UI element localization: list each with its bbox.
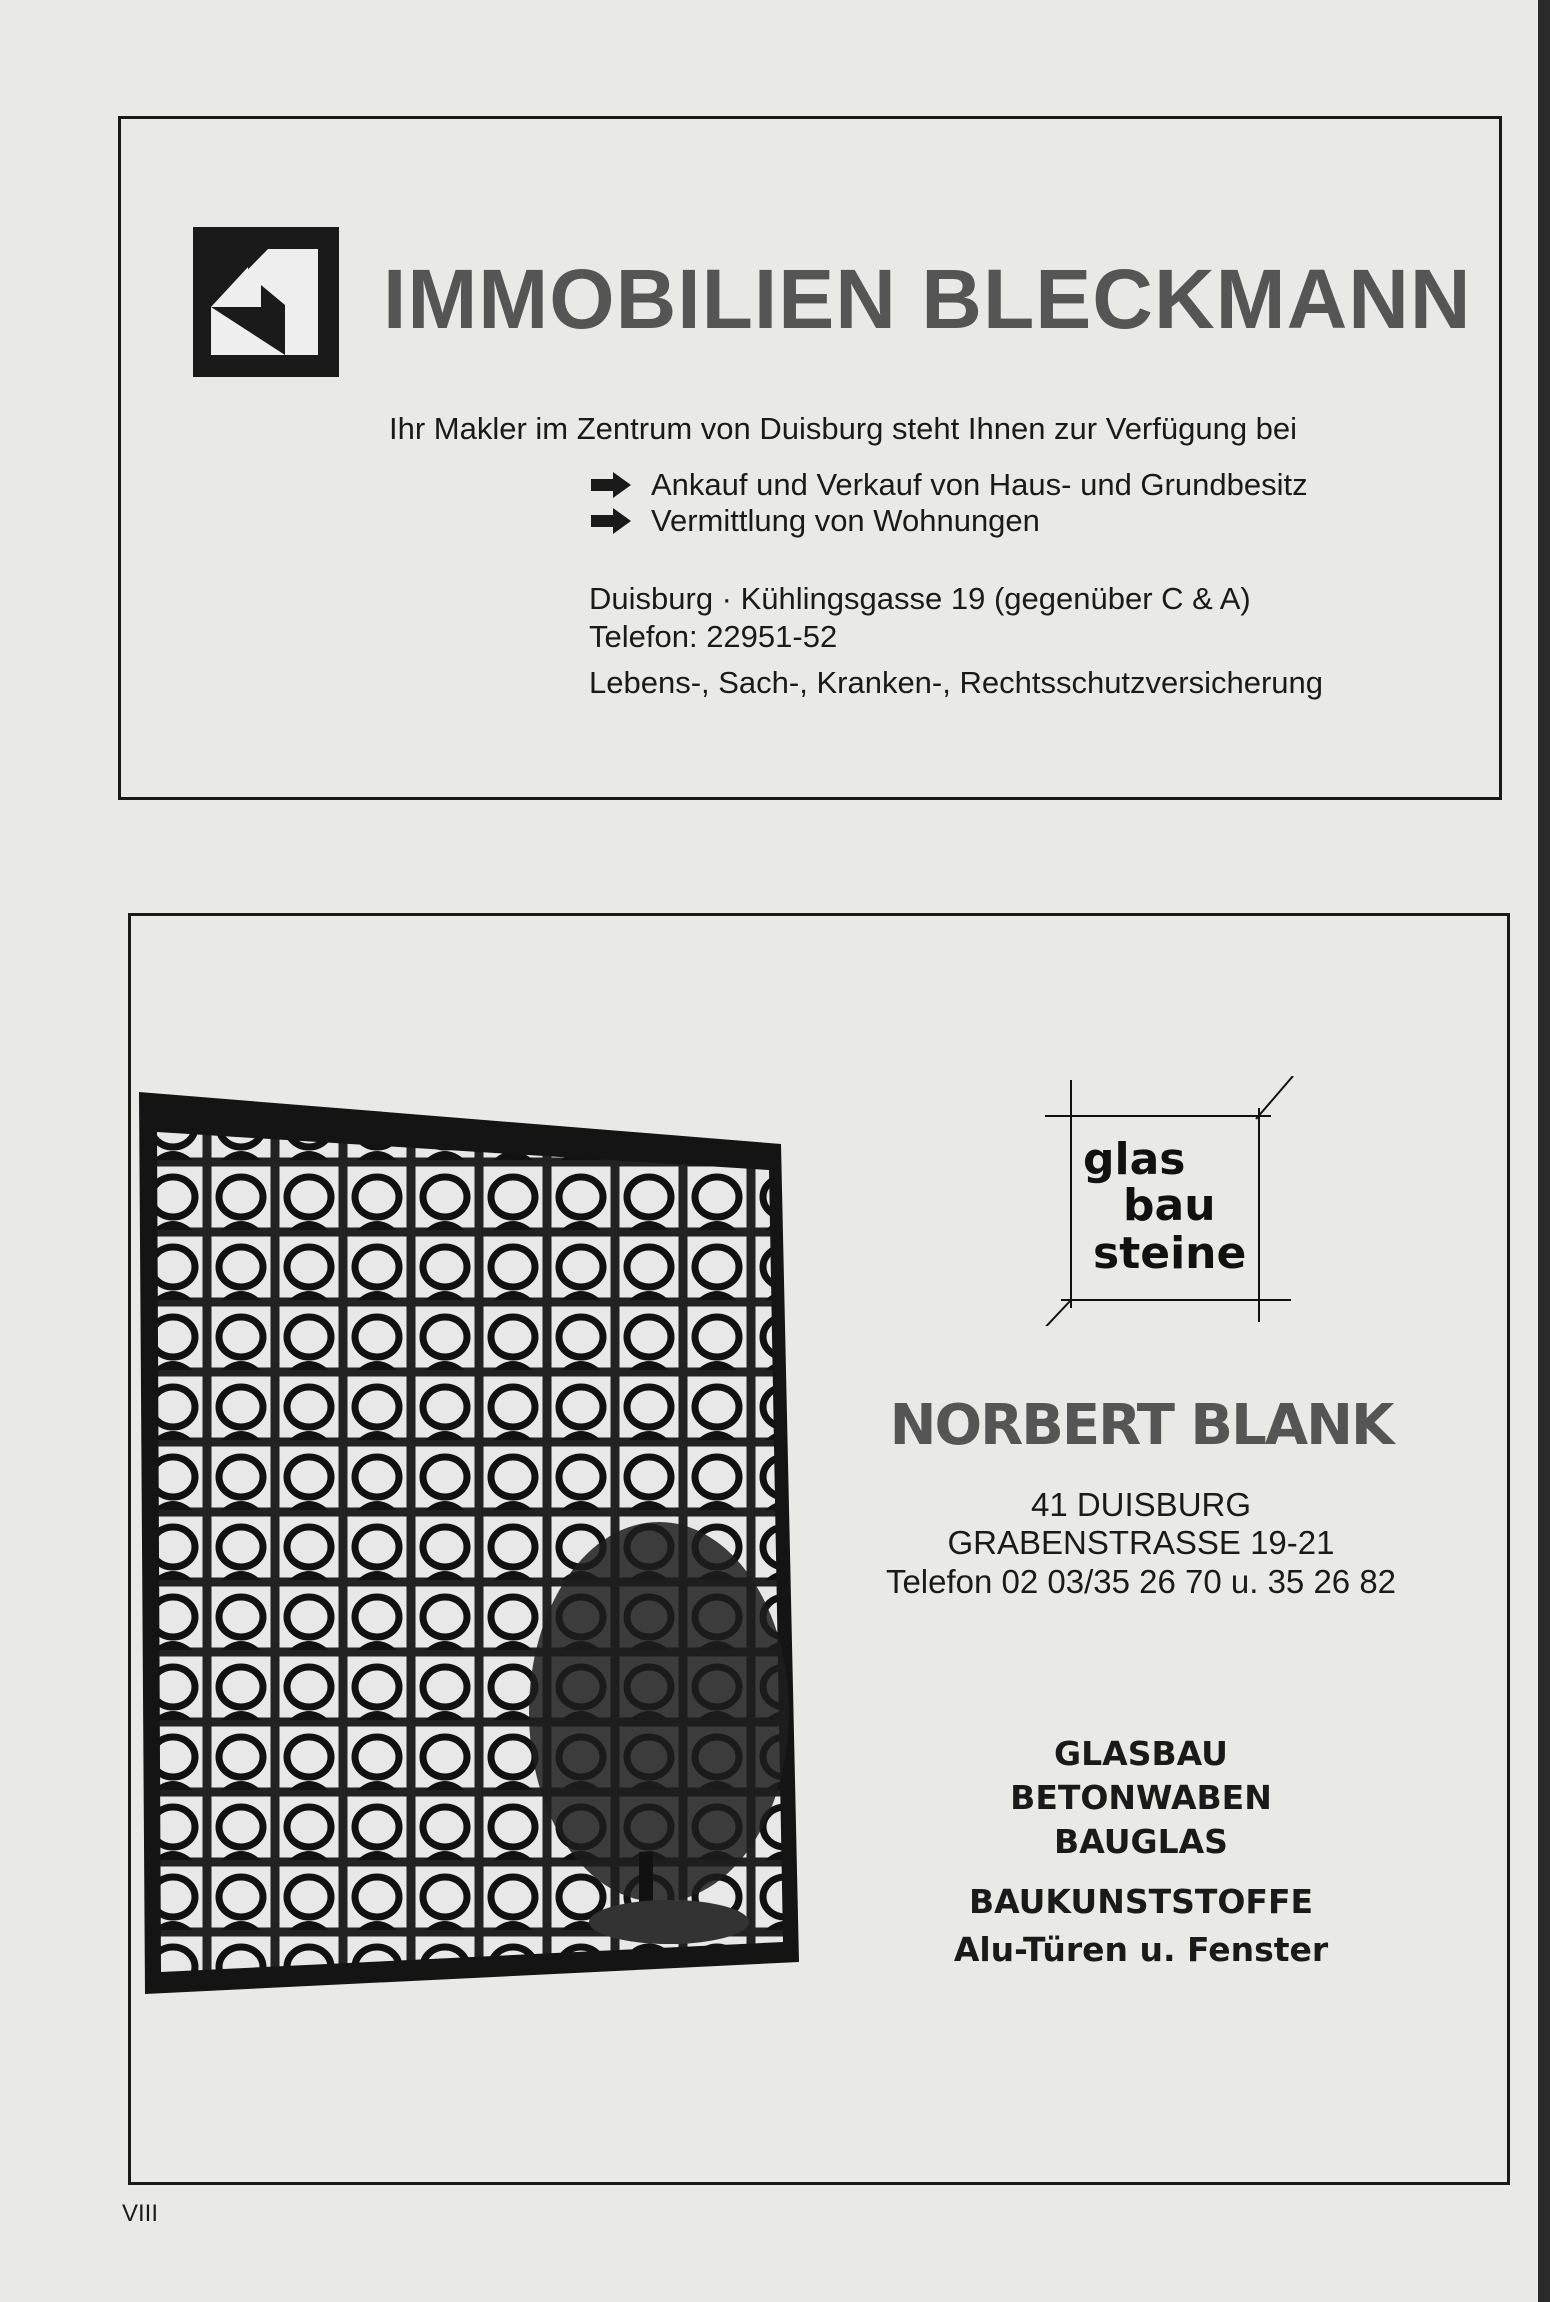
- product-item: BAUKUNSTSTOFFE: [968, 1882, 1314, 1921]
- service-item: [589, 467, 1308, 503]
- address: Duisburg · Kühlingsgasse 19 (gegenüber C & A): [589, 581, 1251, 616]
- product-item: GLASBAU: [1054, 1734, 1228, 1773]
- street-address: GRABENSTRASSE 19-21: [947, 1524, 1335, 1561]
- logo-word: glas: [1083, 1134, 1186, 1185]
- service-label: Ankauf und Verkauf von Haus- und Grundbesitz: [651, 467, 1308, 502]
- logo-word: bau: [1123, 1180, 1216, 1231]
- glasbausteine-logo: [1031, 1076, 1301, 1326]
- norbert-blank-ad: [128, 913, 1510, 2185]
- phone-number: Telefon: 22951-52: [589, 619, 838, 654]
- service-label: Vermittlung von Wohnungen: [651, 503, 1040, 538]
- immobilien-bleckmann-ad: [118, 116, 1502, 800]
- phone-number: Telefon 02 03/35 26 70 u. 35 26 82: [885, 1563, 1397, 1600]
- company-title: NORBERT BLANK: [889, 1393, 1393, 1458]
- product-item: Alu-Türen u. Fenster: [953, 1930, 1329, 1969]
- tagline: Ihr Makler im Zentrum von Duisburg steht Ihnen zur Verfügung bei: [389, 411, 1298, 446]
- insurance-line: Lebens-, Sach-, Kranken-, Rechtsschutzversicherung: [589, 665, 1324, 700]
- service-item: [589, 503, 1040, 539]
- logo-word: steine: [1093, 1228, 1247, 1279]
- page-edge: [1538, 0, 1550, 2302]
- house-outline-icon: [193, 227, 339, 377]
- product-item: BETONWABEN: [1010, 1778, 1272, 1817]
- product-item: BAUGLAS: [1054, 1822, 1228, 1861]
- right-arrow-icon: [589, 470, 633, 500]
- right-arrow-icon: [589, 506, 633, 536]
- city: 41 DUISBURG: [1030, 1486, 1252, 1523]
- glass-block-wall-photo: [139, 1092, 799, 1994]
- page-number: VIII: [122, 2200, 159, 2227]
- company-title: IMMOBILIEN BLECKMANN: [383, 252, 1472, 346]
